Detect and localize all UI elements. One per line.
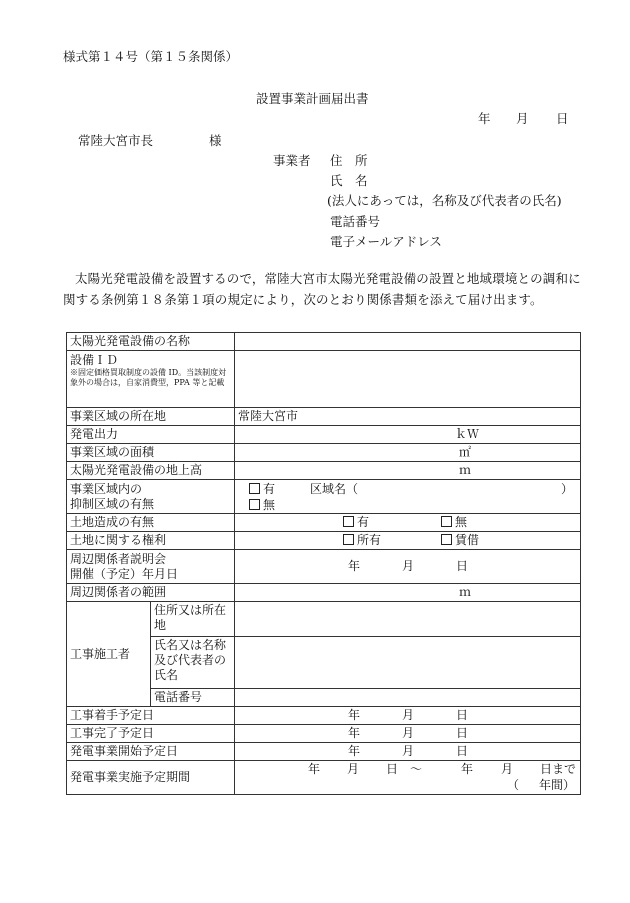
construction-end-year: 年: [348, 726, 361, 740]
construction-end-month: 月: [402, 726, 415, 740]
land-grading-yes-checkbox[interactable]: [343, 516, 354, 527]
neighbor-range-field[interactable]: [235, 584, 581, 602]
land-grading-no-label: 無: [455, 515, 468, 529]
restricted-zone-name-close: ）: [561, 482, 574, 496]
applicant-label: 事業者: [273, 153, 311, 168]
restricted-no-option[interactable]: [249, 498, 275, 513]
land-grading-field: [235, 514, 581, 532]
contractor-phone-field[interactable]: [235, 689, 581, 707]
row-restricted-zone: [67, 480, 581, 514]
restricted-zone-name-label: 区域名（: [310, 482, 359, 496]
equipment-id-note: ※固定価格買取制度の設備 ID。当該制度対象外の場合は，自家消費型，PPA 等と記載: [70, 368, 227, 387]
restricted-zone-label: [67, 480, 235, 514]
restricted-no-label: 無: [263, 498, 276, 512]
land-rights-lease-option[interactable]: [441, 533, 479, 548]
applicant-address-label: 住 所: [330, 153, 368, 168]
generation-start-month: 月: [402, 744, 415, 758]
land-rights-owned-label: 所有: [357, 533, 382, 547]
row-facility-name: [67, 333, 581, 351]
meeting-date-label-line2: 開催（予定）年月日: [70, 566, 179, 581]
row-equipment-id: [67, 351, 581, 408]
period-end-year: 年: [461, 762, 474, 776]
row-area: [67, 444, 581, 462]
site-location-value: 常陸大宮市: [238, 409, 299, 423]
meeting-date-field[interactable]: [235, 550, 581, 584]
applicant-email-label: 電子メールアドレス: [330, 234, 442, 249]
applicant-phone-label: 電話番号: [330, 214, 381, 229]
construction-end-day: 日: [456, 726, 469, 740]
neighbor-range-label: 周辺関係者の範囲: [67, 584, 235, 602]
row-meeting-date: [67, 550, 581, 584]
contractor-name-label: 氏名又は名称及び代表者の氏名: [151, 637, 235, 689]
row-period: [67, 761, 581, 795]
output-label: 発電出力: [67, 426, 235, 444]
row-land-rights: [67, 532, 581, 550]
equipment-id-field[interactable]: [235, 351, 581, 408]
construction-end-label: 工事完了予定日: [67, 725, 235, 743]
land-rights-lease-label: 賃借: [455, 533, 480, 547]
period-start-month: 月: [347, 762, 360, 776]
land-grading-no-option[interactable]: [441, 515, 467, 530]
meeting-year: 年: [348, 559, 361, 573]
form-number: 様式第１４号（第１５条関係）: [63, 49, 239, 64]
date-year: 年: [478, 111, 491, 126]
applicant-corp-note: (法人にあっては，名称及び代表者の氏名): [327, 193, 562, 208]
facility-name-field[interactable]: [235, 333, 581, 351]
meeting-date-label: [67, 550, 235, 584]
row-construction-end: [67, 725, 581, 743]
period-field[interactable]: [235, 761, 581, 795]
output-field[interactable]: [235, 426, 581, 444]
period-years: 年間）: [539, 778, 576, 792]
land-rights-field: [235, 532, 581, 550]
equipment-id-label: 設備ＩＤ: [70, 353, 119, 367]
row-land-grading: [67, 514, 581, 532]
generation-start-field[interactable]: [235, 743, 581, 761]
construction-start-day: 日: [456, 708, 469, 722]
restricted-zone-label-line2: 抑制区域の有無: [70, 496, 155, 511]
row-output: [67, 426, 581, 444]
contractor-phone-label: 電話番号: [151, 689, 235, 707]
land-grading-yes-option[interactable]: [343, 515, 369, 530]
construction-start-label: 工事着手予定日: [67, 707, 235, 725]
meeting-month: 月: [402, 559, 415, 573]
period-end-month: 月: [501, 762, 514, 776]
height-unit: ｍ: [459, 463, 472, 477]
applicant-name-label: 氏 名: [330, 173, 368, 188]
date-month: 月: [516, 111, 529, 126]
row-height: [67, 462, 581, 480]
restricted-yes-label: 有: [263, 482, 276, 496]
land-rights-label: 土地に関する権利: [67, 532, 235, 550]
land-rights-owned-option[interactable]: [343, 533, 381, 548]
addressee-name: 常陸大宮市長: [78, 133, 154, 148]
period-tilde: ～: [410, 762, 423, 776]
period-until: 日まで: [540, 762, 577, 776]
area-field[interactable]: [235, 444, 581, 462]
row-site-location: [67, 408, 581, 426]
meeting-day: 日: [456, 559, 469, 573]
period-years-open: （: [507, 778, 520, 792]
equipment-id-cell: [67, 351, 235, 408]
area-unit: ㎡: [459, 445, 472, 459]
period-start-day: 日: [386, 762, 399, 776]
row-generation-start: [67, 743, 581, 761]
intro-paragraph: 太陽光発電設備を設置するので，常陸大宮市太陽光発電設備の設置と地域環境との調和に関する条例第１８条第１項の規定により，次のとおり関係書類を添えて届け出ます。: [63, 271, 581, 307]
height-field[interactable]: [235, 462, 581, 480]
date-day: 日: [556, 111, 569, 126]
land-rights-owned-checkbox[interactable]: [343, 534, 354, 545]
site-location-label: 事業区域の所在地: [67, 408, 235, 426]
contractor-address-field[interactable]: [235, 602, 581, 637]
generation-start-day: 日: [456, 744, 469, 758]
contractor-address-label: 住所又は所在地: [151, 602, 235, 637]
neighbor-range-unit: ｍ: [459, 585, 472, 599]
restricted-yes-option[interactable]: [249, 482, 275, 497]
land-grading-no-checkbox[interactable]: [441, 516, 452, 527]
site-location-field[interactable]: [235, 408, 581, 426]
row-construction-start: [67, 707, 581, 725]
restricted-zone-label-line1: 事業区域内の: [70, 481, 143, 496]
notification-table: [66, 332, 581, 795]
restricted-no-checkbox[interactable]: [249, 499, 260, 510]
land-grading-label: 土地造成の有無: [67, 514, 235, 532]
generation-start-label: 発電事業開始予定日: [67, 743, 235, 761]
contractor-name-field[interactable]: [235, 637, 581, 689]
restricted-zone-field: [235, 480, 581, 514]
page-title: 設置事業計画届出書: [256, 91, 369, 106]
facility-name-label: 太陽光発電設備の名称: [67, 333, 235, 351]
period-start-year: 年: [308, 762, 321, 776]
restricted-yes-checkbox[interactable]: [249, 483, 260, 494]
contractor-label: 工事施工者: [67, 602, 151, 707]
output-unit: ｋＷ: [455, 427, 480, 441]
generation-start-year: 年: [348, 744, 361, 758]
construction-start-month: 月: [402, 708, 415, 722]
period-label: 発電事業実施予定期間: [67, 761, 235, 795]
addressee-honorific: 様: [209, 133, 222, 148]
height-label: 太陽光発電設備の地上高: [67, 462, 235, 480]
meeting-date-label-line1: 周辺関係者説明会: [70, 551, 167, 566]
area-label: 事業区域の面積: [67, 444, 235, 462]
land-grading-yes-label: 有: [357, 515, 370, 529]
row-neighbor-range: [67, 584, 581, 602]
construction-start-field[interactable]: [235, 707, 581, 725]
construction-start-year: 年: [348, 708, 361, 722]
construction-end-field[interactable]: [235, 725, 581, 743]
row-contractor-address: [67, 602, 581, 637]
land-rights-lease-checkbox[interactable]: [441, 534, 452, 545]
